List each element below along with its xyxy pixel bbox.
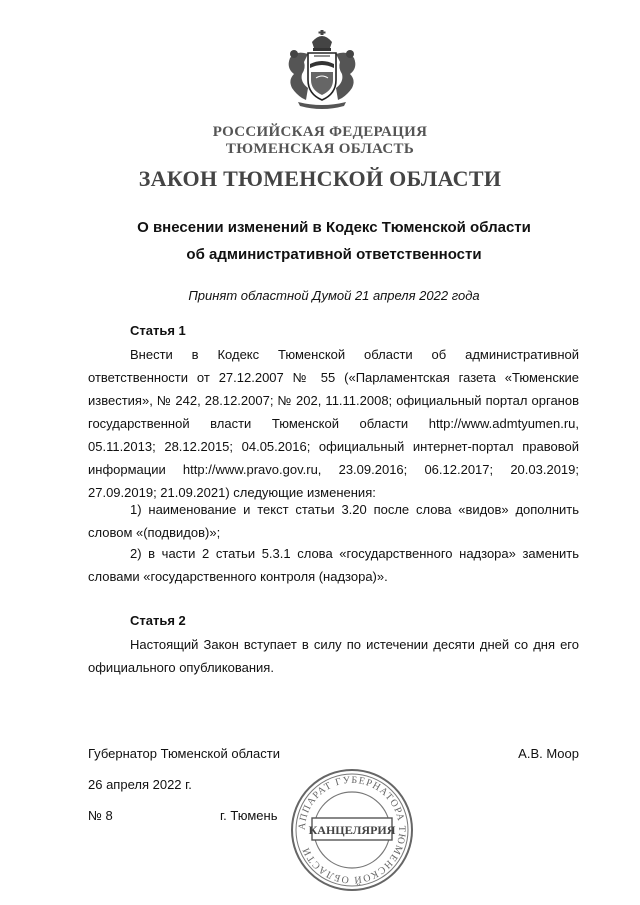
document-title-line2: об административной ответственности <box>186 246 482 263</box>
signing-date: 26 апреля 2022 г. <box>88 777 192 792</box>
article-1-item-1: 1) наименование и текст статьи 3.20 после слова «видов» дополнить словом «(подвидов)»; <box>88 502 579 540</box>
article-2-heading: Статья 2 <box>130 613 186 628</box>
region-header: ТЮМЕНСКАЯ ОБЛАСТЬ <box>225 141 415 157</box>
stamp-center-text: КАНЦЕЛЯРИЯ <box>308 823 396 837</box>
stamp-outer-text: АППАРАТ ГУБЕРНАТОРА ТЮМЕНСКОЙ ОБЛАСТИ <box>296 774 408 886</box>
document-title-line1: О внесении изменений в Кодекс Тюменской области <box>137 219 531 236</box>
law-title: ЗАКОН ТЮМЕНСКОЙ ОБЛАСТИ <box>138 166 502 191</box>
signatory-position: Губернатор Тюменской области <box>88 746 280 761</box>
coat-of-arms-icon <box>282 28 362 112</box>
country-header: РОССИЙСКАЯ ФЕДЕРАЦИЯ <box>212 124 428 140</box>
article-1-intro: Внести в Кодекс Тюменской области об административной ответственности от 27.12.2007 № 55 («Парламентская газета «Тюменские известия», № 242, 28.12.2007; № 202, 11.11.2008; официальный портал органов государственной власти Тюменской области http://www.admtyumen.ru, 05.11.2013; 28.12.2015; 04.05.2016; официальный интернет-портал правовой информации http://www.pravo.gov.ru, 23.09.2016; 06.12.2017; 20.03.2019; 27.09.2019; 21.09.2021) следующие изменения: <box>88 347 579 500</box>
adoption-note: Принят областной Думой 21 апреля 2022 года <box>188 288 480 303</box>
article-2-text: Настоящий Закон вступает в силу по истечении десяти дней со дня его официального опубликования. <box>88 637 579 675</box>
article-1-heading: Статья 1 <box>130 323 186 338</box>
signing-city: г. Тюмень <box>220 808 278 823</box>
office-stamp <box>288 766 416 894</box>
article-1-item-2: 2) в части 2 статьи 5.3.1 слова «государственного надзора» заменить словами «государственного контроля (надзора)». <box>88 546 579 584</box>
law-number: № 8 <box>88 808 113 823</box>
signatory-name: А.В. Моор <box>518 746 579 761</box>
